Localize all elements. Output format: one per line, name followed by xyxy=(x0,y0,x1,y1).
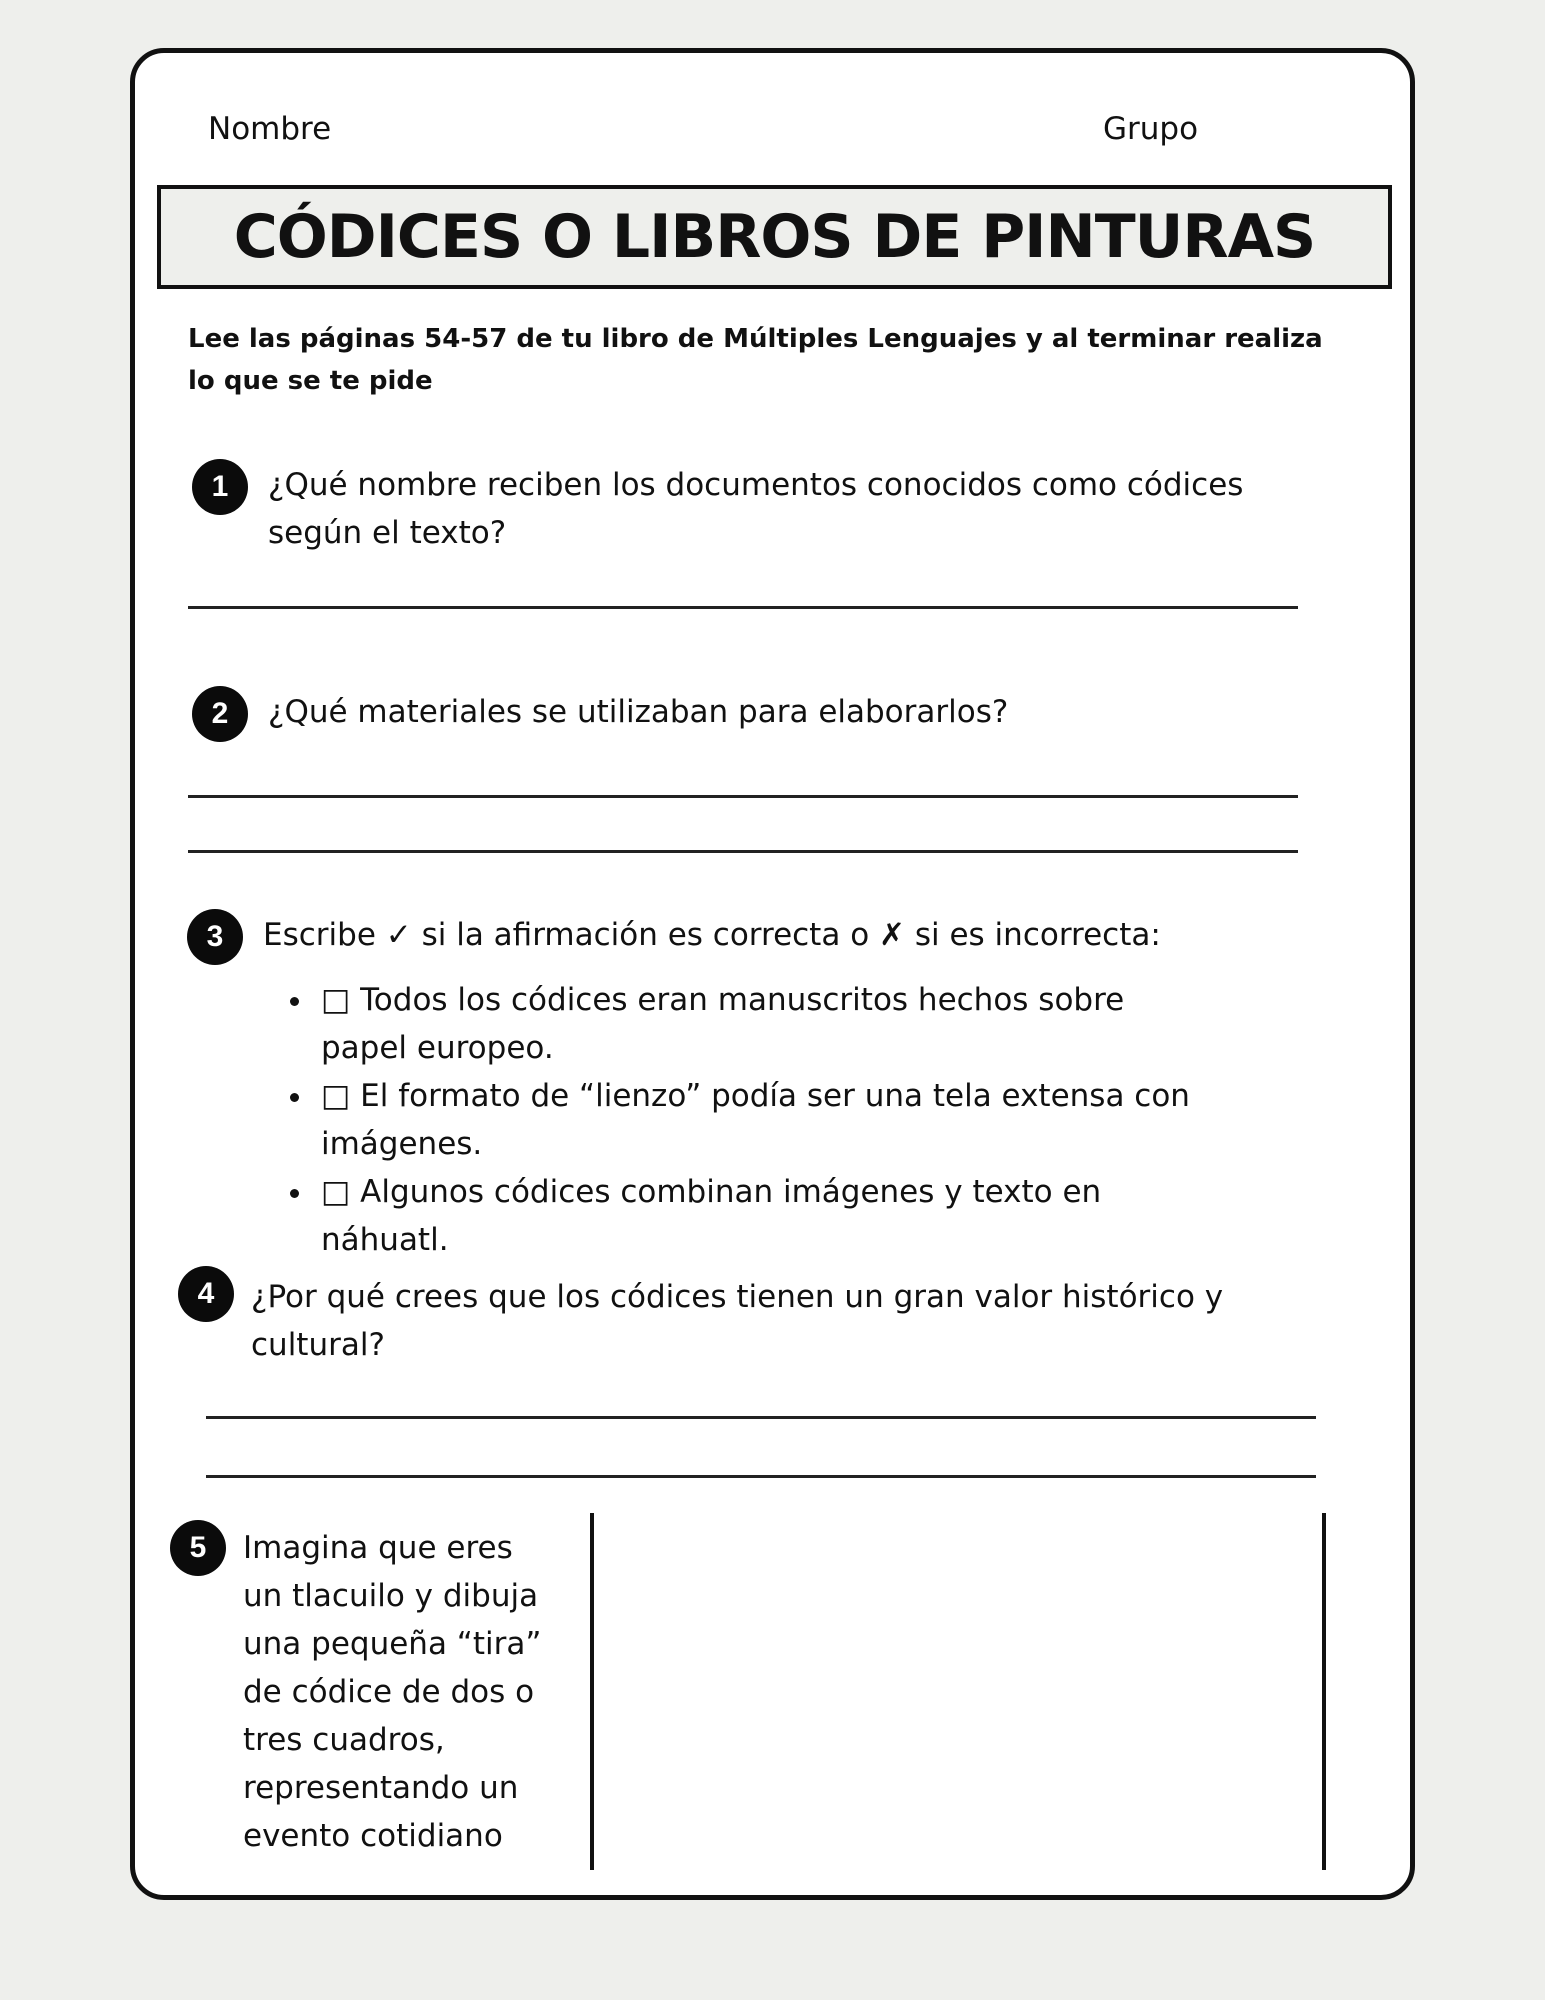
instructions-text: Lee las páginas 54-57 de tu libro de Múltiples Lenguajes y al terminar realiza lo que se te pide xyxy=(188,324,1323,396)
question-2-text: ¿Qué materiales se utilizaban para elaborarlos? xyxy=(268,694,1009,730)
question-4-number-badge: 4 xyxy=(178,1266,234,1322)
title-box xyxy=(157,185,1392,289)
statement-3[interactable]: • □ Algunos códices combinan imágenes y texto en náhuatl. xyxy=(315,1168,1215,1264)
answer-line-1[interactable] xyxy=(188,606,1298,609)
answer-line-4b[interactable] xyxy=(206,1475,1316,1478)
answer-line-2b[interactable] xyxy=(188,850,1298,853)
question-3-prompt xyxy=(263,911,1263,959)
answer-line-4a[interactable] xyxy=(206,1416,1316,1419)
question-5-number-badge: 5 xyxy=(170,1520,226,1576)
question-3-text-after: si es incorrecta: xyxy=(914,917,1161,953)
worksheet-page xyxy=(130,48,1415,1900)
question-3-text-middle: si la afirmación es correcta o xyxy=(421,917,870,953)
question-1-number-badge: 1 xyxy=(192,459,248,515)
drawing-area-right-border xyxy=(1322,1513,1326,1870)
drawing-area[interactable] xyxy=(594,1513,1322,1870)
statement-2[interactable]: • □ El formato de “lienzo” podía ser una tela extensa con imágenes. xyxy=(315,1072,1215,1168)
question-2-number-badge: 2 xyxy=(192,686,248,742)
question-5-text: Imagina que eres un tlacuilo y dibuja una pequeña “tira” de códice de dos o tres cuadros, representando un evento cotidiano xyxy=(243,1530,542,1854)
true-false-statements xyxy=(283,976,1215,1264)
page-title: CÓDICES O LIBROS DE PINTURAS xyxy=(233,202,1316,272)
cross-mark-icon: ✗ xyxy=(879,917,905,953)
name-label: Nombre xyxy=(208,111,332,147)
check-mark-icon: ✓ xyxy=(385,917,412,953)
question-4-text: ¿Por qué crees que los códices tienen un gran valor histórico y cultural? xyxy=(251,1279,1224,1363)
answer-line-2a[interactable] xyxy=(188,795,1298,798)
group-label: Grupo xyxy=(1103,111,1199,147)
question-3-number-badge: 3 xyxy=(187,909,243,965)
question-3-text-before: Escribe xyxy=(263,917,376,953)
statement-1[interactable]: • □ Todos los códices eran manuscritos hechos sobre papel europeo. xyxy=(315,976,1215,1072)
question-1-text: ¿Qué nombre reciben los documentos conocidos como códices según el texto? xyxy=(268,467,1244,551)
